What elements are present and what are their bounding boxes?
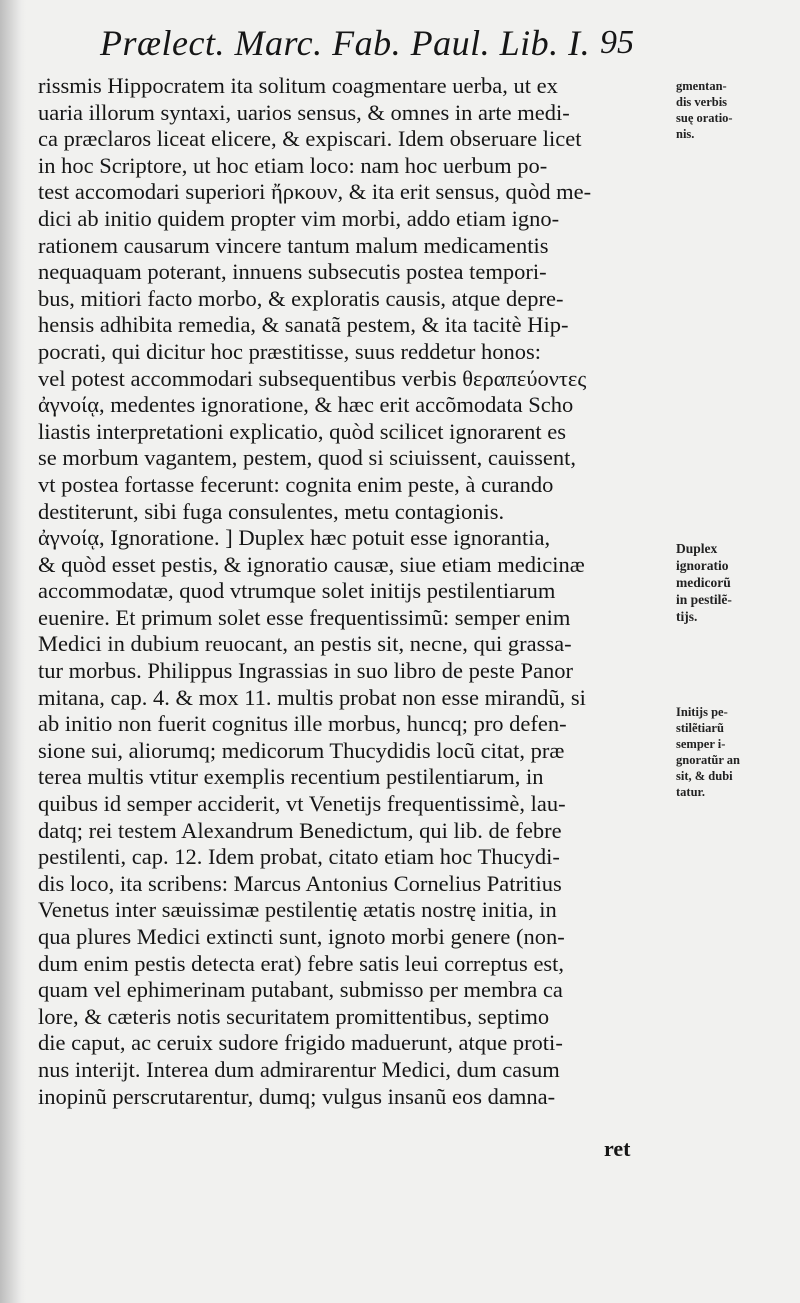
- text-line: ca præclaros liceat elicere, & expiscari. Idem obseruare licet: [38, 126, 582, 152]
- marginal-note-line: nis.: [676, 127, 695, 141]
- text-line: pocrati, qui dicitur hoc præstitisse, suus reddetur honos:: [38, 338, 542, 364]
- marginal-note-line: sit, & dubi: [676, 769, 733, 783]
- text-line: & quòd esset pestis, & ignoratio causæ, siue etiam medicinæ: [38, 551, 585, 577]
- marginal-note-line: ignoratio: [676, 558, 729, 573]
- gutter-shadow: [0, 0, 26, 1303]
- text-line: tur morbus. Philippus Ingrassias in suo libro de peste Panor: [38, 658, 573, 684]
- marginal-note-line: dis verbis: [676, 95, 728, 109]
- text-line: vt postea fortasse fecerunt: cognita enim peste, à curando: [38, 471, 554, 497]
- marginal-note-line: gnoratũr an: [676, 753, 741, 767]
- text-line: terea multis vtitur exemplis recentium pestilentiarum, in: [38, 764, 544, 790]
- text-line: Venetus inter sæuissimæ pestilentię ætatis nostrę initia, in: [38, 897, 557, 923]
- marginal-note-line: semper i-: [676, 737, 726, 751]
- text-line: bus, mitiori facto morbo, & exploratis causis, atque depre-: [38, 285, 564, 311]
- text-line: ab initio non fuerit cognitus ille morbus, huncq; pro defen-: [38, 711, 567, 737]
- text-line: lore, & cæteris notis securitatem promittentibus, septimo: [38, 1003, 550, 1029]
- marginal-note-line: stilẽtiarũ: [676, 721, 724, 735]
- text-line: euenire. Et primum solet esse frequentissimũ: semper enim: [38, 604, 571, 630]
- text-line: accommodatæ, quod vtrumque solet initijs pestilentiarum: [38, 578, 556, 604]
- catchword: ret: [604, 1136, 631, 1161]
- text-line: destiterunt, sibi fuga consulentes, metu contagionis.: [38, 498, 505, 524]
- text-line: ἀγνοίᾳ, Ignoratione. ] Duplex hæc potuit esse ignorantia,: [38, 525, 551, 551]
- text-line: qua plures Medici extincti sunt, ignoto morbi genere (non-: [38, 924, 565, 949]
- text-line: Medici in dubium reuocant, an pestis sit, necne, qui grassa-: [38, 631, 572, 657]
- text-line: hensis adhibita remedia, & sanatã pestem, & ita tacitè Hip-: [38, 312, 569, 338]
- marginal-note-duplex: [676, 540, 732, 625]
- text-line: dici ab initio quidem propter vim morbi, addo etiam igno-: [38, 205, 560, 231]
- marginal-note-line: tijs.: [676, 609, 698, 624]
- marginal-note-line: suę oratio-: [676, 111, 733, 125]
- marginal-note-line: in pestilẽ-: [676, 592, 732, 607]
- text-line: sione sui, aliorumq; medicorum Thucydidis locũ citat, præ: [38, 737, 565, 763]
- marginal-note-line: Initijs pe-: [676, 705, 728, 719]
- text-line: mitana, cap. 4. & mox 11. multis probat non esse mirandũ, si: [38, 684, 586, 710]
- text-line: vel potest accommodari subsequentibus verbis θεραπεύοντες: [38, 365, 587, 391]
- text-line: liastis interpretationi explicatio, quòd scilicet ignorarent es: [38, 418, 566, 444]
- running-title: Prælect. Marc. Fab. Paul. Lib. I.: [100, 23, 591, 63]
- text-line: rationem causarum vincere tantum malum medicamentis: [38, 232, 549, 258]
- text-line: die caput, ac ceruix sudore frigido maduerunt, atque proti-: [38, 1030, 563, 1056]
- text-line: ἀγνοίᾳ, medentes ignoratione, & hæc erit accõmodata Scho: [38, 392, 574, 418]
- text-line: inopinũ perscrutarentur, dumq; vulgus insanũ eos damna-: [38, 1083, 556, 1109]
- marginal-note-line: gmentan-: [676, 79, 727, 93]
- text-line: test accomodari superiori ἤρκουν, & ita erit sensus, quòd me-: [38, 179, 592, 205]
- text-line: dis loco, ita scribens: Marcus Antonius Cornelius Patritius: [38, 870, 562, 896]
- text-line: rissmis Hippocratem ita solitum coagmentare uerba, ut ex: [38, 73, 558, 98]
- text-line: nequaquam poterant, innuens subsecutis postea tempori-: [38, 259, 547, 285]
- text-line: pestilenti, cap. 12. Idem probat, citato etiam hoc Thucydi-: [38, 844, 560, 870]
- marginal-note-line: medicorũ: [676, 575, 731, 590]
- running-header: [100, 18, 660, 68]
- text-line: in hoc Scriptore, ut hoc etiam loco: nam hoc uerbum po-: [38, 152, 548, 178]
- main-text-column: [38, 73, 670, 1110]
- text-line: se morbum vagantem, pestem, quod si sciuissent, cauissent,: [38, 445, 577, 471]
- text-line: uaria illorum syntaxi, uarios sensus, & omnes in arte medi-: [38, 99, 570, 125]
- page-number: 95: [600, 24, 634, 61]
- marginal-note-line: tatur.: [676, 785, 706, 799]
- text-line: datq; rei testem Alexandrum Benedictum, qui lib. de febre: [38, 817, 562, 843]
- text-line: nus interijt. Interea dum admirarentur Medici, dum casum: [38, 1056, 560, 1082]
- marginal-note-line: Duplex: [676, 541, 718, 556]
- text-line: quibus id semper acciderit, vt Venetijs frequentissimè, lau-: [38, 791, 566, 817]
- marginal-note-verbis: [676, 78, 733, 142]
- text-line: quam vel ephimerinam putabant, submisso per membra ca: [38, 977, 563, 1003]
- text-line: dum enim pestis detecta erat) febre satis leui correptus est,: [38, 950, 565, 976]
- marginal-note-initijs: [676, 704, 740, 800]
